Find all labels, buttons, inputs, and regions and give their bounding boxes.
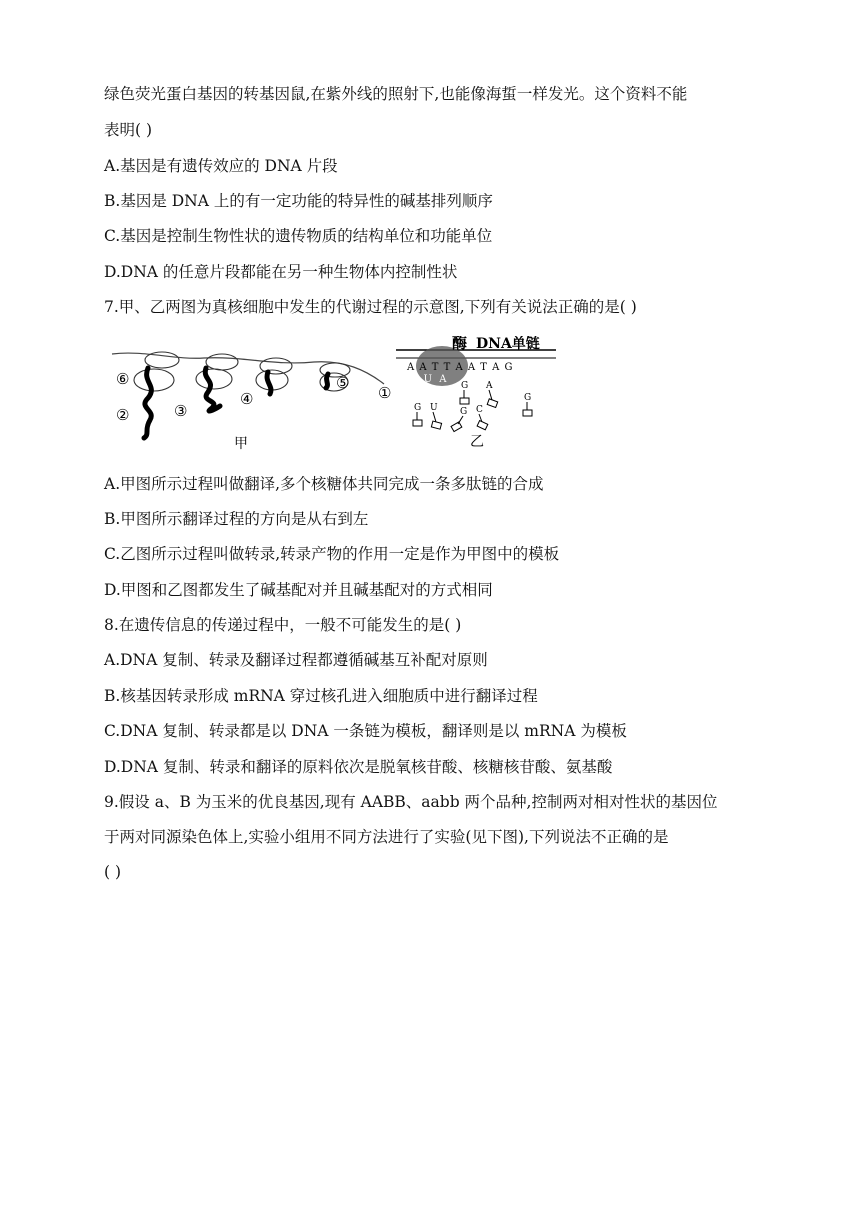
q9-stem-line3: ( ) [104, 863, 122, 881]
q6-option-a: A.基因是有遗传效应的 DNA 片段 [104, 157, 338, 175]
dna-single-strand-label: DNA单链 [476, 336, 540, 352]
q7-option-a: A.甲图所示过程叫做翻译,多个核糖体共同完成一条多肽链的合成 [104, 475, 544, 493]
translation-transcription-diagram [104, 336, 564, 458]
figure-label-yi: 乙 [470, 434, 484, 450]
q7-option-d: D.甲图和乙图都发生了碱基配对并且碱基配对的方式相同 [104, 581, 493, 599]
ribosomes [134, 352, 350, 391]
q7-stem: 7.甲、乙两图为真核细胞中发生的代谢过程的示意图,下列有关说法正确的是( ) [104, 298, 637, 316]
q6-option-b: B.基因是 DNA 上的有一定功能的特异性的碱基排列顺序 [104, 192, 493, 210]
q8-option-b: B.核基因转录形成 mRNA 穿过核孔进入细胞质中进行翻译过程 [104, 687, 538, 705]
label-1: ① [378, 384, 392, 402]
dna-bases: A A T T A A T A G [407, 362, 514, 373]
svg-text:G: G [460, 407, 468, 417]
q8-stem: 8.在遗传信息的传递过程中，一般不可能发生的是( ) [104, 616, 462, 634]
label-3: ③ [174, 402, 188, 420]
rna-bases: U U A [408, 374, 449, 385]
q9-stem-line2: 于两对同源染色体上,实验小组用不同方法进行了实验(见下图),下列说法不正确的是 [104, 828, 669, 846]
q6-stem-line1: 绿色荧光蛋白基因的转基因鼠,在紫外线的照射下,也能像海蜇一样发光。这个资料不能 [104, 85, 688, 103]
q8-option-d: D.DNA 复制、转录和翻译的原料依次是脱氧核苷酸、核糖核苷酸、氨基酸 [104, 758, 613, 776]
label-5: ⑤ [336, 374, 350, 392]
q9-stem-line1: 9.假设 a、B 为玉米的优良基因,现有 AABB、aabb 两个品种,控制两对相对性状的基因位 [104, 793, 718, 811]
polypeptide-chains [144, 368, 328, 438]
label-6: ⑥ [116, 370, 130, 388]
svg-text:G: G [414, 403, 422, 413]
q7-figure [104, 336, 564, 458]
q7-option-c: C.乙图所示过程叫做转录,转录产物的作用一定是作为甲图中的模板 [104, 545, 560, 563]
q6-option-d: D.DNA 的任意片段都能在另一种生物体内控制性状 [104, 263, 458, 281]
label-2: ② [116, 406, 130, 424]
svg-text:G: G [461, 381, 469, 391]
svg-text:U: U [430, 403, 438, 413]
svg-text:A: A [486, 381, 493, 391]
enzyme-label: 酶 [452, 336, 468, 352]
q6-stem-line2: 表明( ) [104, 121, 153, 139]
q8-option-a: A.DNA 复制、转录及翻译过程都遵循碱基互补配对原则 [104, 651, 488, 669]
svg-text:C: C [476, 405, 483, 415]
q8-option-c: C.DNA 复制、转录都是以 DNA 一条链为模板，翻译则是以 mRNA 为模板 [104, 722, 627, 740]
diagram-numbers [116, 370, 391, 424]
figure-label-jia: 甲 [234, 436, 248, 452]
svg-text:G: G [524, 393, 532, 403]
label-4: ④ [240, 390, 254, 408]
q7-option-b: B.甲图所示翻译过程的方向是从右到左 [104, 510, 369, 528]
q6-option-c: C.基因是控制生物性状的遗传物质的结构单位和功能单位 [104, 227, 493, 245]
free-nucleotides [414, 381, 531, 417]
